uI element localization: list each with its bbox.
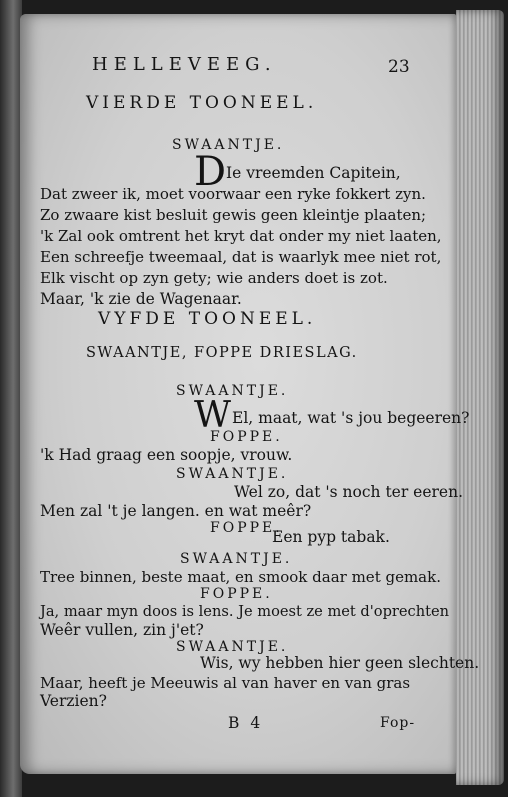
verse-line: 'k Zal ook omtrent het kryt dat onder my niet laaten, [40, 227, 442, 245]
speaker-name: SWAANTJE. [180, 551, 293, 567]
scene-heading: VYFDE TOONEEL. [98, 309, 317, 329]
speaker-name: SWAANTJE. [176, 383, 289, 399]
catchword: Fop- [380, 715, 416, 731]
verse-line: Maar, heeft je Meeuwis al van haver en van gras [40, 674, 411, 692]
verse-line: Elk vischt op zyn gety; wie anders doet is zot. [40, 269, 388, 287]
verse-line: Wel zo, dat 's noch ter eeren. [234, 483, 464, 501]
verse-line: Een pyp tabak. [272, 528, 390, 546]
verse-line: Verzien? [40, 692, 107, 710]
speaker-name: SWAANTJE. [172, 137, 285, 153]
verse-line: El, maat, wat 's jou begeeren? [232, 409, 470, 427]
verse-line: Men zal 't je langen. en wat meêr? [40, 502, 312, 520]
speaker-name: FOPPE. [210, 520, 283, 536]
drop-cap: D [194, 149, 227, 195]
verse-line: Zo zwaare kist besluit gewis geen kleintje plaaten; [40, 206, 427, 224]
verse-line: Wis, wy hebben hier geen slechten. [200, 654, 480, 672]
scene-heading: VIERDE TOONEEL. [86, 93, 318, 113]
verse-line: 'k Had graag een soopje, vrouw. [40, 446, 293, 464]
signature-mark: B 4 [228, 714, 264, 732]
verse-line: Maar, 'k zie de Wagenaar. [40, 290, 242, 308]
left-page-edge [0, 0, 22, 797]
scene-characters: SWAANTJE, FOPPE DRIESLAG. [86, 345, 358, 361]
verse-line: Ie vreemden Capitein, [226, 164, 401, 182]
speaker-name: SWAANTJE. [176, 466, 289, 482]
speaker-name: SWAANTJE. [176, 639, 289, 655]
running-title: HELLEVEEG. [92, 54, 277, 75]
verse-line: Weêr vullen, zin j'et? [40, 621, 204, 639]
page-number: 23 [388, 57, 410, 77]
speaker-name: FOPPE. [200, 586, 273, 602]
verse-line: Dat zweer ik, moet voorwaar een ryke fokkert zyn. [40, 185, 426, 203]
verse-line: Tree binnen, beste maat, en smook daar met gemak. [40, 568, 441, 586]
drop-cap: W [194, 395, 232, 436]
book-page [20, 14, 480, 774]
verse-line: Ja, maar myn doos is lens. Je moest ze met d'oprechten [40, 603, 450, 620]
speaker-name: FOPPE. [210, 429, 283, 445]
verse-line: Een schreefje tweemaal, dat is waarlyk mee niet rot, [40, 248, 442, 266]
